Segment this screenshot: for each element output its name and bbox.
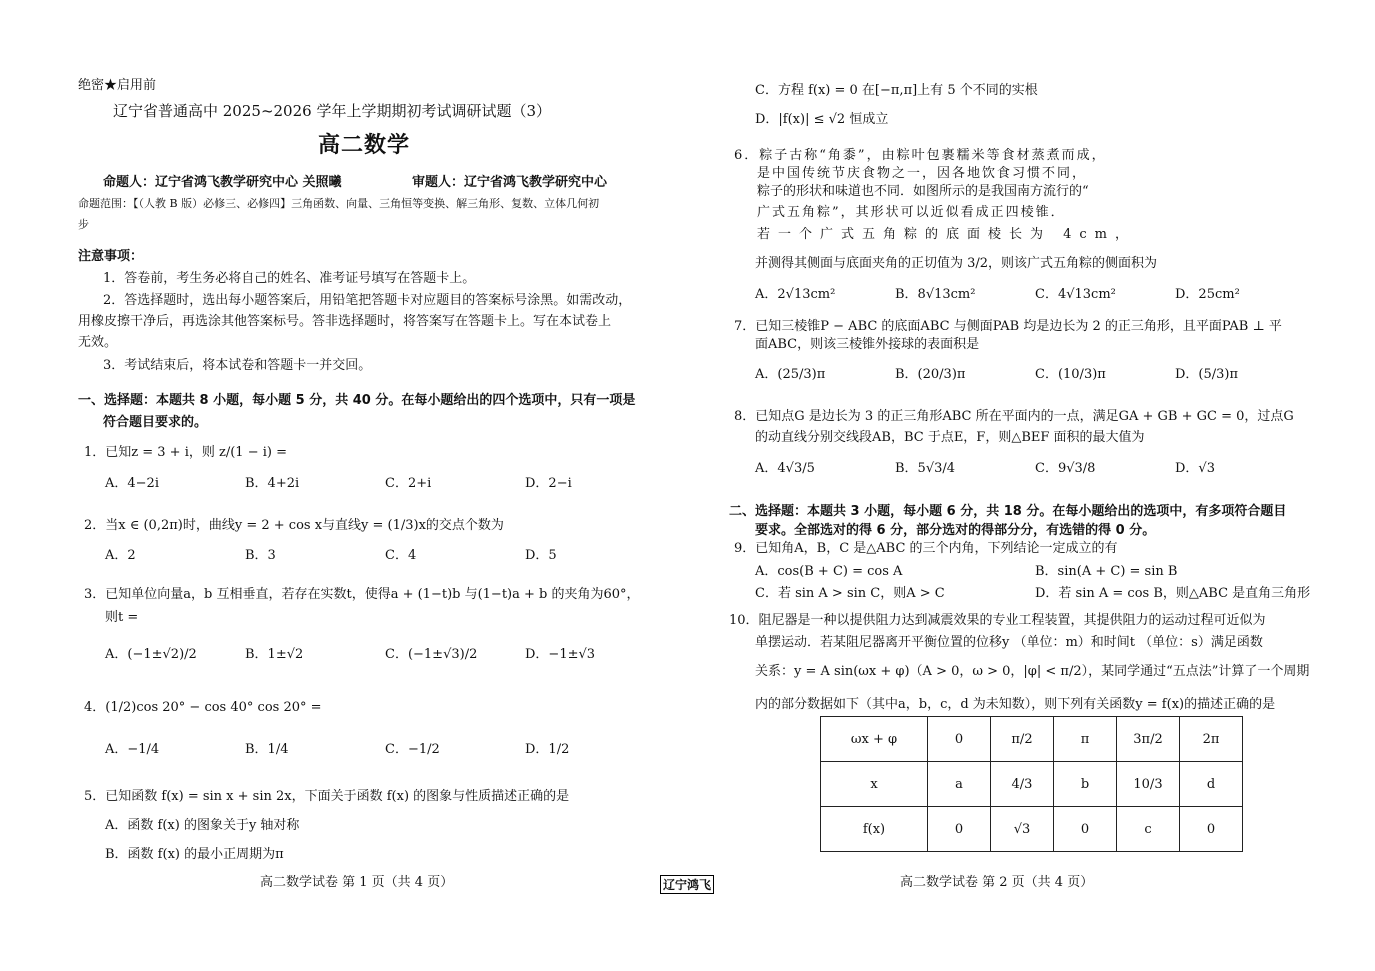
q3-option-c: C．(−1±√3)/2 [385,647,478,662]
scope-line-1: 命题范围：【（人教 B 版）必修三、必修四】三角函数、向量、三角恒等变换、解三角形、复数、立体几何初 [78,197,600,210]
q2-stem: 2．当x ∈ (0,2π)时，曲线y = 2 + cos x与直线y = (1/3)x的交点个数为 [84,518,504,533]
table-cell: π [1054,717,1117,762]
q6-line-3: 粽子的形状和味道也不同．如图所示的是我国南方流行的“ [757,184,1089,199]
authors: 命题人：辽宁省鸿飞教学研究中心 关照曦 [103,175,342,190]
q7-line-2: 面ABC，则该三棱锥外接球的表面积是 [755,337,980,352]
subject-title: 高二数学 [318,133,411,158]
q10-line-4: 内的部分数据如下（其中a，b，c，d 为未知数），则下列有关函数y = f(x)的描述正确的是 [755,697,1276,712]
q5-option-c: C．方程 f(x) = 0 在[−π,π]上有 5 个不同的实根 [755,83,1038,98]
q9-option-c: C．若 sin A > sin C，则A > C [755,586,945,601]
q9-stem: 9．已知角A，B，C 是△ABC 的三个内角，下列结论一定成立的有 [734,541,1118,556]
q6-option-c: C．4√13cm² [1035,287,1116,302]
scope-line-2: 步 [78,218,89,231]
q4-option-c: C．−1/2 [385,742,440,757]
q6-line-4: 广式五角粽”，其形状可以近似看成正四棱锥． [757,205,1066,220]
note-2c: 无效。 [78,335,118,350]
q8-line-1: 8．已知点G 是边长为 3 的正三角形ABC 所在平面内的一点，满足GA + GB + GC = 0，过点G [734,409,1294,424]
table-cell: ωx + φ [821,717,928,762]
q1-option-d: D．2−i [525,476,572,491]
footer-left: 高二数学试卷 第 1 页（共 4 页） [260,875,454,890]
q9-option-a: A．cos(B + C) = cos A [755,564,903,579]
q2-option-d: D．5 [525,548,557,563]
table-cell: 2π [1180,717,1243,762]
table-cell: 3π/2 [1117,717,1180,762]
q6-line-1: 6．粽子古称“角黍”，由粽叶包裹糯米等食材蒸煮而成， [734,148,1107,163]
table-cell: b [1054,762,1117,807]
table-cell: a [928,762,991,807]
note-3: 3．考试结束后，将本试卷和答题卡一并交回。 [103,358,372,373]
footer-stamp: 辽宁鸿飞 [660,875,714,894]
q3-option-a: A．(−1±√2)/2 [105,647,197,662]
note-2b: 用橡皮擦干净后，再选涂其他答案标号。答非选择题时，将答案写在答题卡上。写在本试卷上 [78,314,612,329]
table-cell: x [821,762,928,807]
q2-option-b: B．3 [245,548,276,563]
q2-option-a: A．2 [105,548,136,563]
section1-line2: 符合题目要求的。 [103,415,208,430]
q2-option-c: C．4 [385,548,417,563]
table-cell: f(x) [821,807,928,852]
table-cell: 10/3 [1117,762,1180,807]
table-cell: c [1117,807,1180,852]
q1-stem: 1．已知z = 3 + i，则 z/(1 − i) = [84,445,287,460]
q3-stem-1: 3．已知单位向量a，b 互相垂直，若存在实数t，使得a + (1−t)b 与(1−t)a + b 的夹角为60°， [84,587,640,602]
section1-line1: 一、选择题：本题共 8 小题，每小题 5 分，共 40 分。在每小题给出的四个选项中，只有一项是 [78,393,636,408]
notes-heading: 注意事项： [78,249,144,264]
q6-line-2: 是中国传统节庆食物之一，因各地饮食习惯不同， [757,166,1088,181]
q10-line-3: 关系：y = A sin(ωx + φ)（A > 0，ω > 0，|φ| < π/2），某同学通过“五点法”计算了一个周期 [755,664,1310,679]
q6-option-d: D．25cm² [1175,287,1240,302]
table-cell: π/2 [991,717,1054,762]
q1-option-a: A．4−2i [105,476,159,491]
secret-label: 绝密★启用前 [78,78,157,93]
q3-option-d: D．−1±√3 [525,647,596,662]
q8-option-c: C．9√3/8 [1035,461,1096,476]
q4-option-d: D．1/2 [525,742,570,757]
reviewer: 审题人：辽宁省鸿飞教学研究中心 [412,175,608,190]
q7-option-a: A．(25/3)π [755,367,826,382]
table-cell: 0 [928,717,991,762]
exam-title: 辽宁省普通高中 2025~2026 学年上学期期初考试调研试题（3） [113,102,551,120]
q6-option-b: B．8√13cm² [895,287,976,302]
note-2a: 2．答选择题时，选出每小题答案后，用铅笔把答题卡对应题目的答案标号涂黑。如需改动， [103,293,632,308]
table-cell: 4/3 [991,762,1054,807]
table-cell: √3 [991,807,1054,852]
q4-option-a: A．−1/4 [105,742,160,757]
q4-option-b: B．1/4 [245,742,289,757]
q3-stem-2: 则t = [105,610,139,625]
q8-line-2: 的动直线分别交线段AB，BC 于点E，F，则△BEF 面积的最大值为 [755,430,1145,445]
q3-option-b: B．1±√2 [245,647,304,662]
table-row [821,762,1243,807]
table-cell: 0 [1180,807,1243,852]
q5-option-d: D．|f(x)| ≤ √2 恒成立 [755,112,889,127]
q7-option-b: B．(20/3)π [895,367,966,382]
table-row [821,807,1243,852]
note-1: 1．答卷前，考生务必将自己的姓名、准考证号填写在答题卡上。 [103,271,476,286]
q1-option-c: C．2+i [385,476,432,491]
q5-stem: 5．已知函数 f(x) = sin x + sin 2x，下面关于函数 f(x) 的图象与性质描述正确的是 [84,789,570,804]
q7-option-d: D．(5/3)π [1175,367,1239,382]
q4-stem: 4．(1/2)cos 20° − cos 40° cos 20° = [84,700,322,715]
q9-option-d: D．若 sin A = cos B，则△ABC 是直角三角形 [1035,586,1311,601]
table-cell: 0 [1054,807,1117,852]
q10-line-2: 单摆运动．若某阻尼器离开平衡位置的位移y （单位：m）和时间t （单位：s）满足函数 [755,635,1263,650]
q9-option-b: B．sin(A + C) = sin B [1035,564,1178,579]
table-cell: d [1180,762,1243,807]
q7-line-1: 7．已知三棱锥P − ABC 的底面ABC 与侧面PAB 均是边长为 2 的正三角形，且平面PAB ⊥ 平 [734,319,1282,334]
q8-option-a: A．4√3/5 [755,461,815,476]
q5-option-a: A．函数 f(x) 的图象关于y 轴对称 [105,818,300,833]
section2-line1: 二、选择题：本题共 3 小题，每小题 6 分，共 18 分。在每小题给出的选项中，有多项符合题目 [729,504,1287,519]
section2-line2: 要求。全部选对的得 6 分，部分选对的得部分分，有选错的得 0 分。 [755,523,1156,538]
q10-line-1: 10．阻尼器是一种以提供阻力达到减震效果的专业工程装置，其提供阻力的运动过程可近似为 [729,613,1266,628]
five-point-table [820,716,1243,852]
q1-option-b: B．4+2i [245,476,300,491]
table-cell: 0 [928,807,991,852]
q6-line-5: 若一个广式五角粽的底面棱长为 4cm， [757,227,1137,242]
q7-option-c: C．(10/3)π [1035,367,1106,382]
q5-option-b: B．函数 f(x) 的最小正周期为π [105,847,284,862]
footer-right: 高二数学试卷 第 2 页（共 4 页） [900,875,1094,890]
q6-line-6: 并测得其侧面与底面夹角的正切值为 3/2，则该广式五角粽的侧面积为 [755,256,1158,271]
q8-option-d: D．√3 [1175,461,1215,476]
q6-option-a: A．2√13cm² [755,287,836,302]
table-row [821,717,1243,762]
q8-option-b: B．5√3/4 [895,461,956,476]
